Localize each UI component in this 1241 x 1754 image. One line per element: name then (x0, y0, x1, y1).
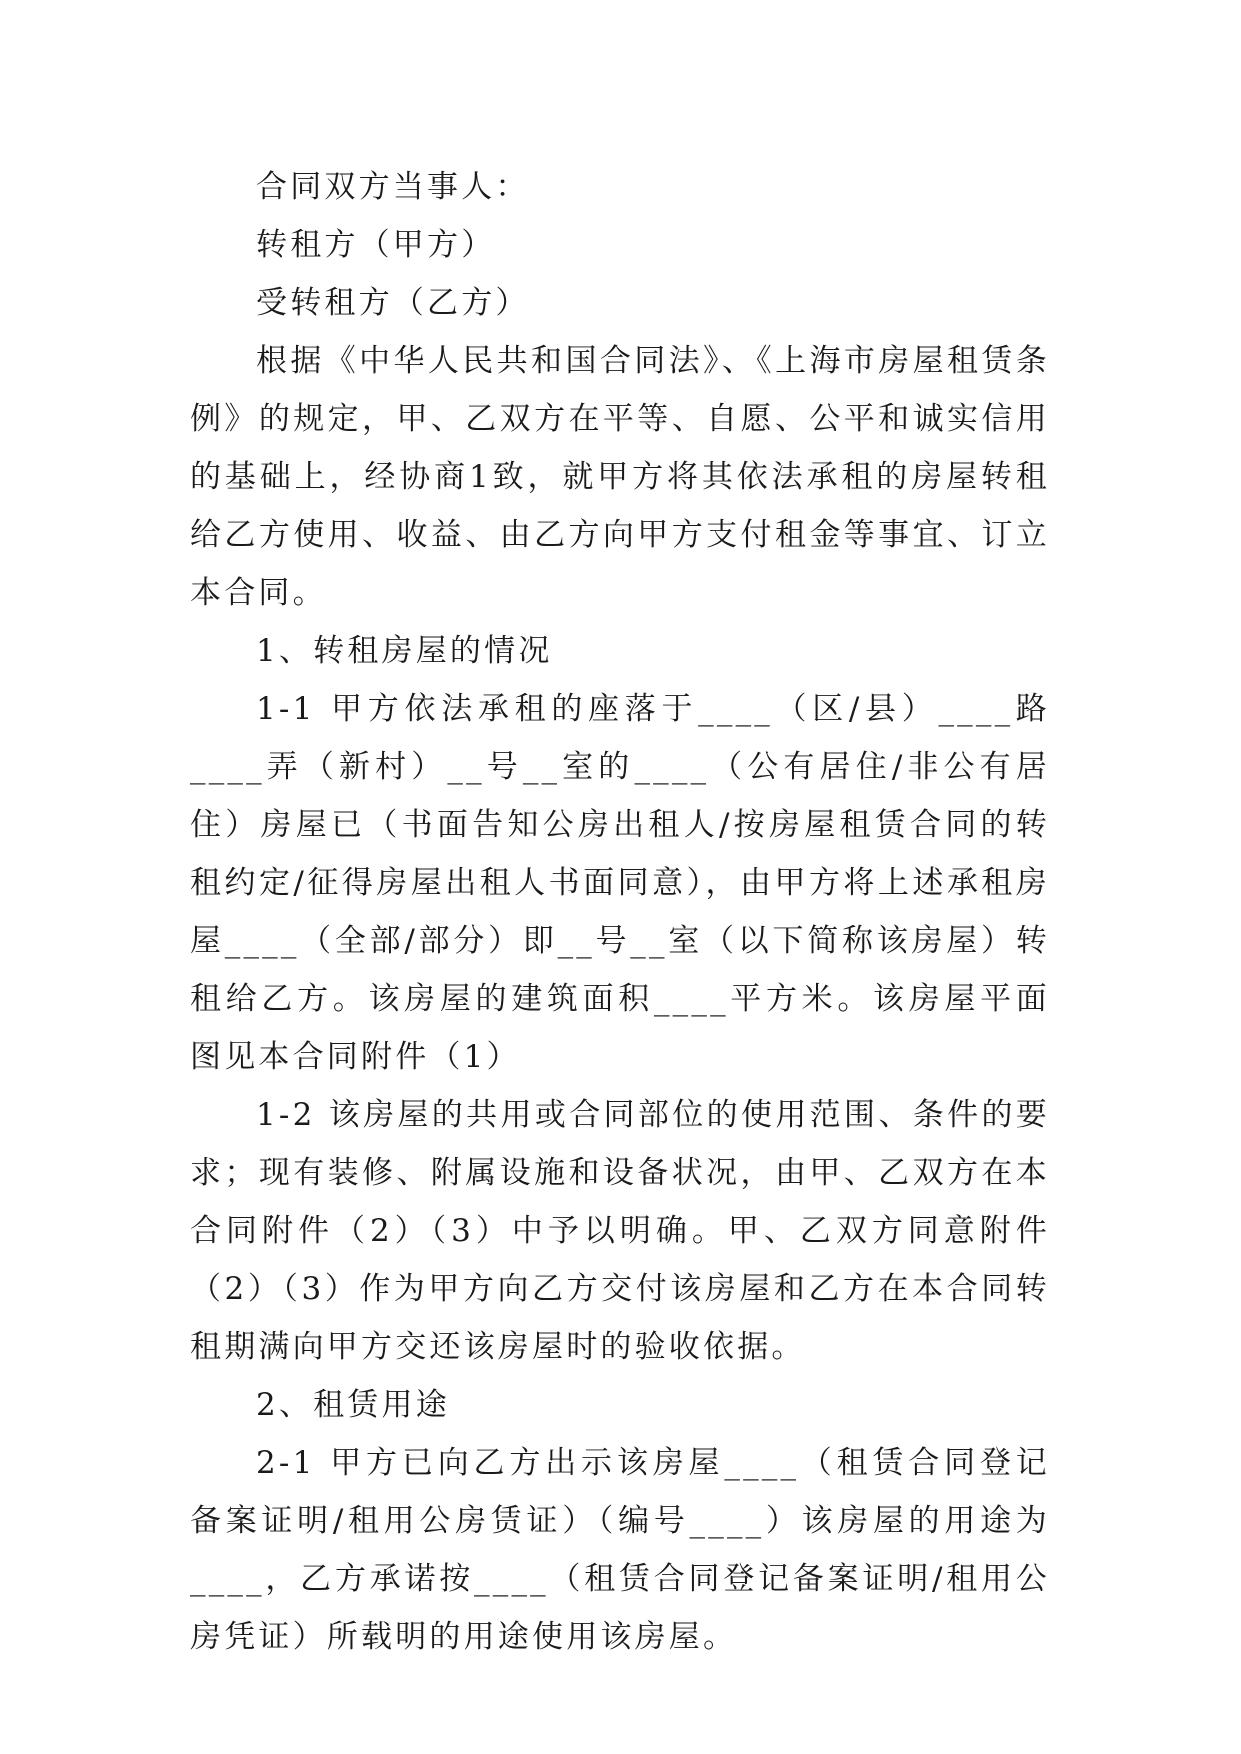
paragraph-lessee: 受转租方（乙方） (256, 285, 530, 321)
clause-1-2: 1-2 该房屋的共用或合同部位的使用范围、条件的要求；现有装修、附属设施和设备状况，由甲、乙双方在本合同附件（2）（3）中予以明确。甲、乙双方同意附件（2）（3）作为甲方向乙方交付该房屋和乙方在本合同转租期满向甲方交还该房屋时的验收依据。 (190, 1097, 1050, 1365)
clause-1-1: 1-1 甲方依法承租的座落于____（区/县）____路____弄（新村）__号__室的____（公有居住/非公有居住）房屋已（书面告知公房出租人/按房屋租赁合同的转租约定/征得房屋出租人书面同意），由甲方将上述承租房屋____（全部/部分）即__号__室（以下简称该房屋）转租给乙方。该房屋的建筑面积____平方米。该房屋平面图见本合同附件（1） (190, 691, 1050, 1075)
document-body (190, 158, 1050, 1666)
paragraph-parties-heading: 合同双方当事人： (256, 169, 530, 205)
paragraph-lessor: 转租方（甲方） (256, 227, 496, 263)
section-heading-1: 1、转租房屋的情况 (256, 633, 553, 669)
clause-2-1: 2-1 甲方已向乙方出示该房屋____（租赁合同登记备案证明/租用公房赁证）（编号____）该房屋的用途为____，乙方承诺按____（租赁合同登记备案证明/租用公房凭证）所载明的用途使用该房屋。 (190, 1445, 1050, 1655)
paragraph-preamble: 根据《中华人民共和国合同法》、《上海市房屋租赁条例》的规定，甲、乙双方在平等、自愿、公平和诚实信用的基础上，经协商1致，就甲方将其依法承租的房屋转租给乙方使用、收益、由乙方向甲方支付租金等事宜、订立本合同。 (190, 343, 1050, 611)
section-heading-2: 2、租赁用途 (256, 1387, 450, 1423)
